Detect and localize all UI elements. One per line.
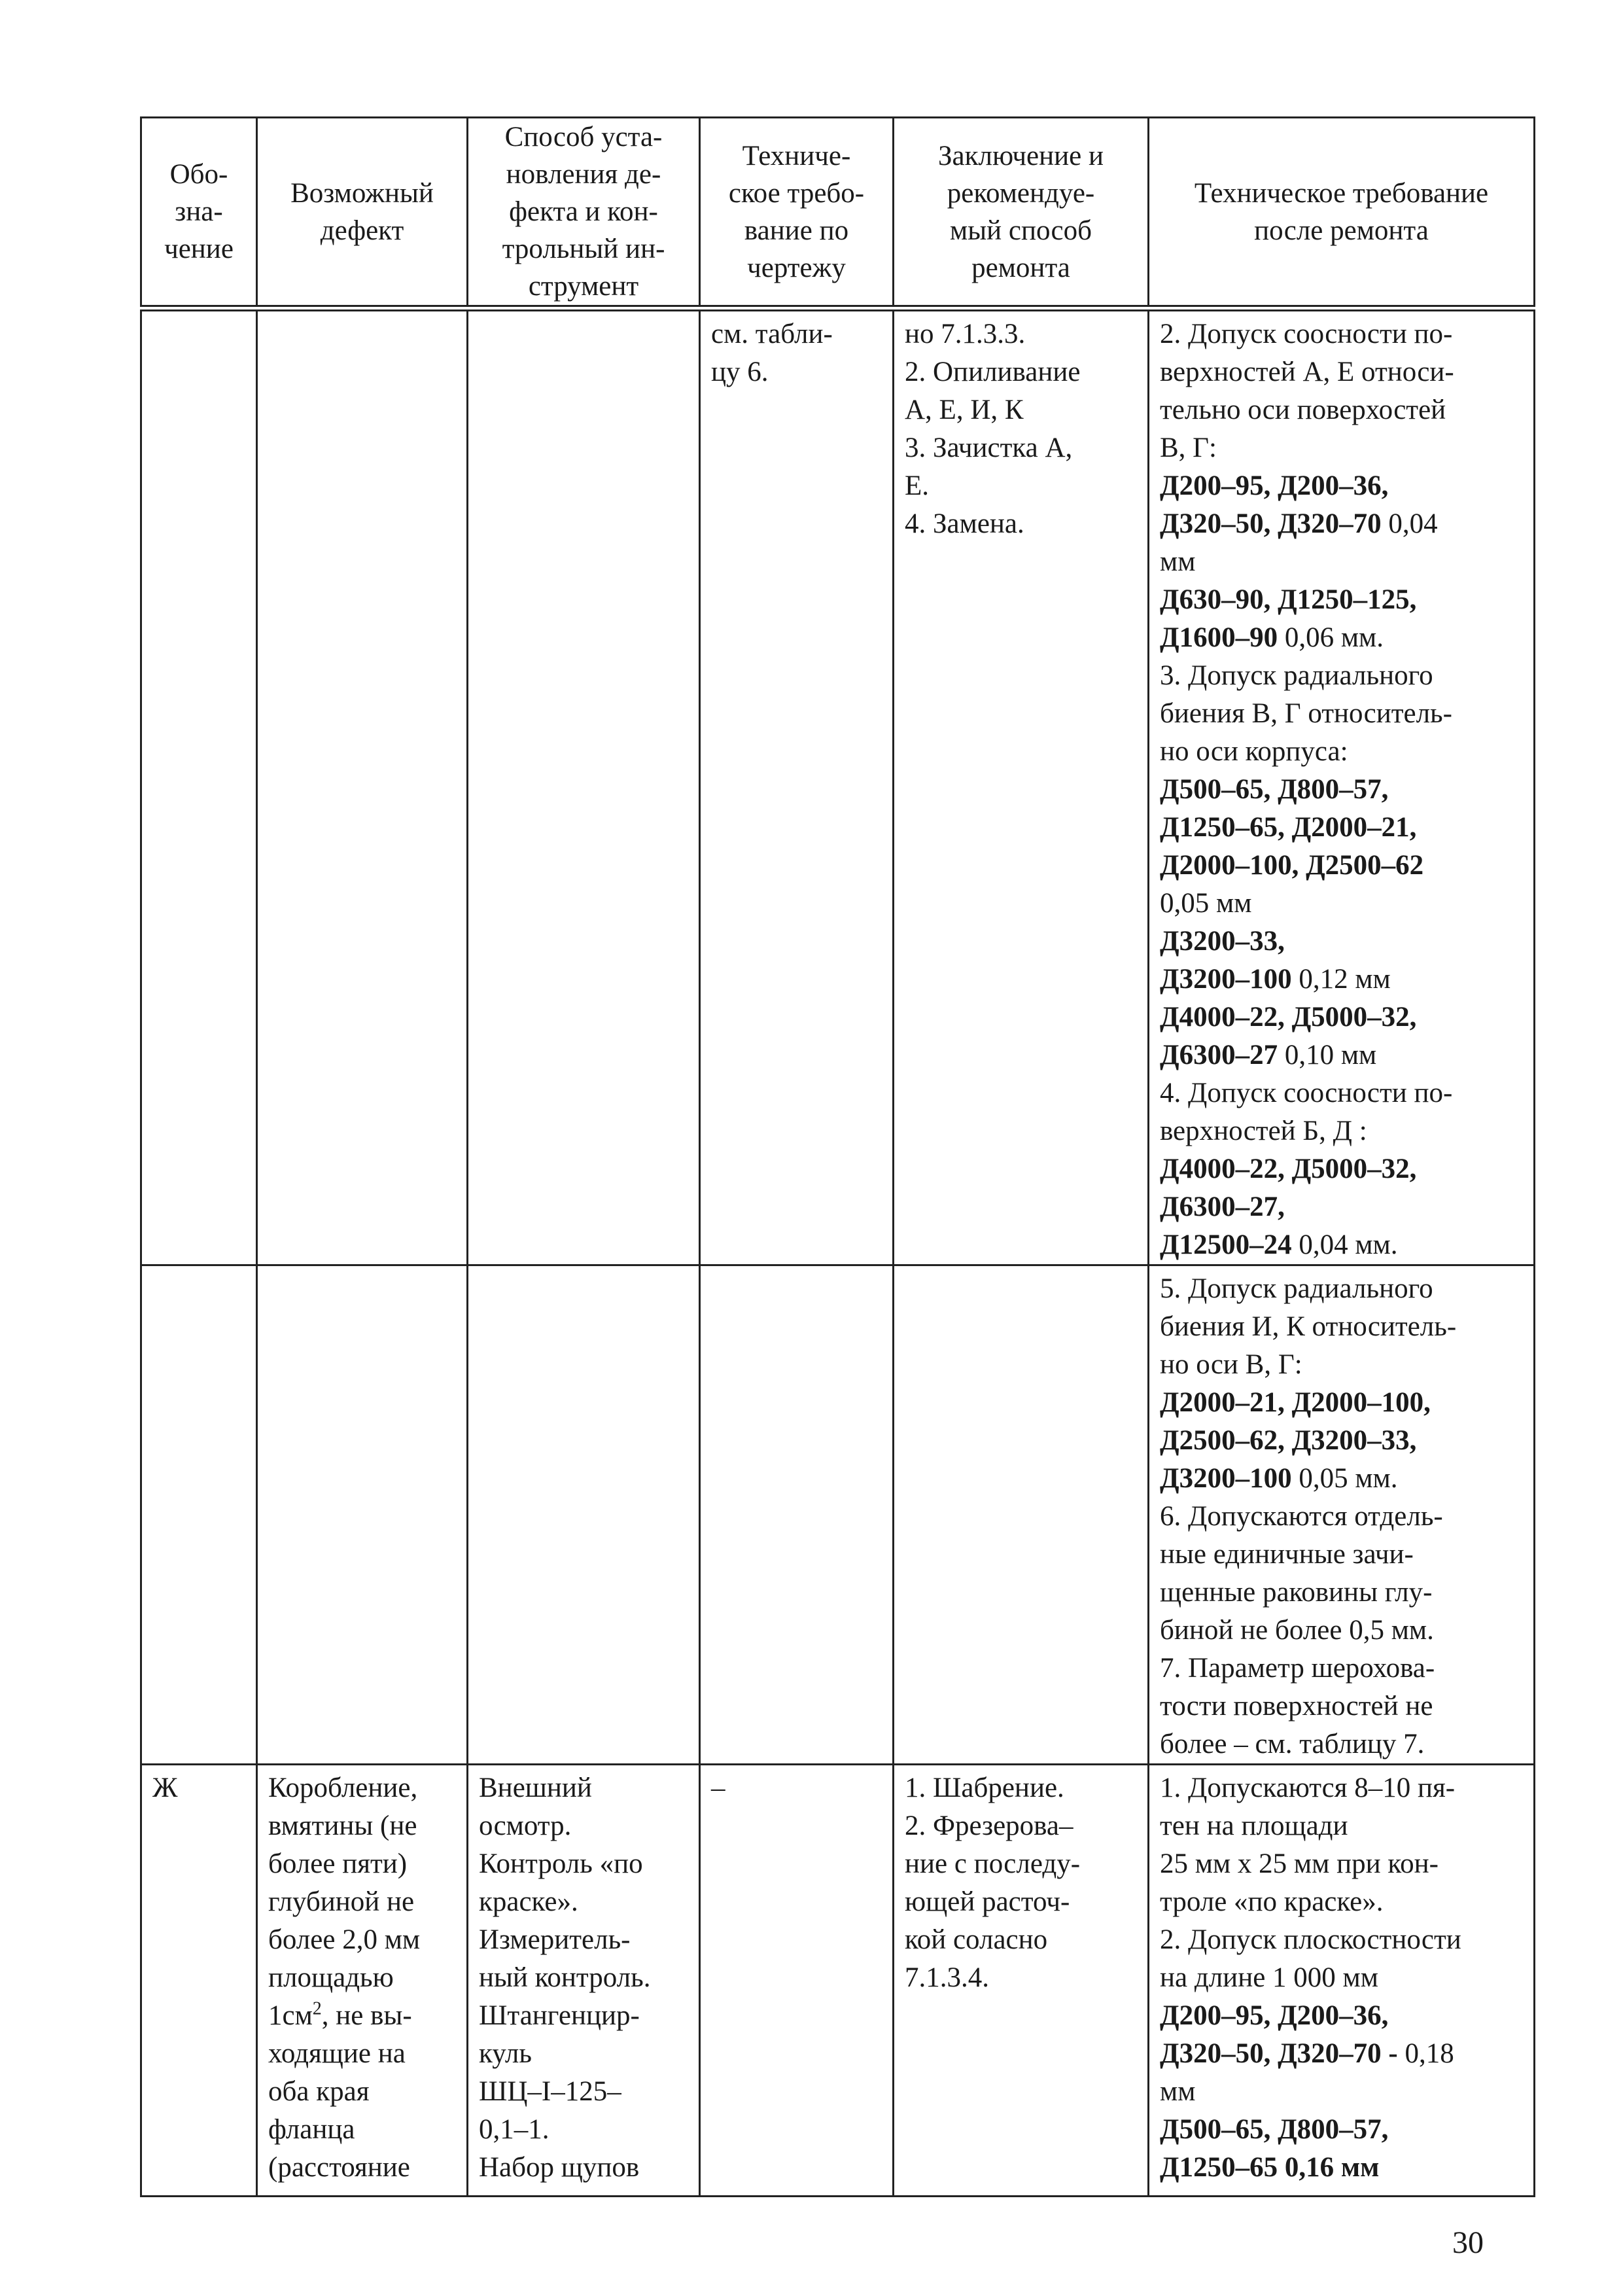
cell-repair: [894, 308, 1149, 1265]
cell-text-line: Заключение и: [937, 140, 1104, 171]
cell-text-line: осмотр.: [479, 1810, 572, 1841]
cell-method: [468, 1765, 700, 2197]
header-requirement-after-repair: [1149, 118, 1535, 309]
cell-text-line: зна-: [175, 196, 223, 227]
page-number: 30: [1452, 2225, 1484, 2260]
cell-text-line: 3. Зачистка А,: [905, 433, 1073, 463]
cell-text-line: Способ уста-: [504, 122, 663, 152]
cell-defect: [257, 1265, 468, 1765]
table-header-row: [141, 118, 1535, 309]
table-row: [141, 1765, 1535, 2197]
cell-text-line: 7.1.3.4.: [905, 1962, 989, 1993]
cell-method: [468, 308, 700, 1265]
cell-requirement-after-repair: 2. Допуск соосности по- верхностей А, Е относи- тельно оси поверхостей В, Г: Д200–95, Д200–36, Д320–50, Д320–70 0,04 мм Д630–90, Д1250–125, Д1600–90 0,06 мм. 3. Допуск радиального биения В, Г относитель- но оси корпуса: Д500–65, Д800–57, Д1250–65, Д2000–21, Д2000–100, Д2500–62 0,05 мм Д3200–33, Д3200–100 0,12 мм Д4000–22, Д5000–32, Д6300–27 0,10 мм 4. Допуск соосности по- верхностей Б, Д : Д4000–22, Д5000–32, Д6300–27, Д12500–24 0,04 мм.: [1149, 308, 1535, 1265]
cell-text-line: ющей расточ-: [905, 1886, 1070, 1917]
cell-text-line: ние с последу-: [905, 1848, 1081, 1879]
cell-text-line: после ремонта: [1254, 215, 1429, 246]
cell-text-line: струмент: [528, 271, 639, 302]
cell-text-line: Набор щупов: [479, 2152, 640, 2183]
table-row: [141, 1265, 1535, 1765]
cell-text-line: Обо-: [169, 159, 228, 190]
header-possible-defect: [257, 118, 468, 309]
cell-drawing-requirement: –: [700, 1765, 894, 2197]
cell-text-line: Е.: [905, 470, 930, 501]
cell-drawing-requirement: [700, 1265, 894, 1765]
cell-method: [468, 1265, 700, 1765]
cell-text-line: Контроль «по: [479, 1848, 643, 1879]
cell-designation: Ж: [141, 1765, 257, 2197]
cell-text-line: краске».: [479, 1886, 578, 1917]
cell-repair: [894, 1265, 1149, 1765]
cell-text-line: кой соласно: [905, 1924, 1048, 1955]
cell-text-line: А, Е, И, К: [905, 395, 1024, 425]
cell-text-line: ское требо-: [728, 177, 865, 209]
cell-text-line: фекта и кон-: [509, 196, 658, 227]
defect-table: [140, 116, 1535, 2197]
cell-defect: Коробление, вмятины (не более пяти) глубиной не более 2,0 мм площадью $1см^2$, не вы- ходящие на оба края фланца (расстояние: [257, 1765, 468, 2197]
cell-text-line: см. табли-: [711, 319, 833, 349]
cell-text-line: мый способ: [950, 215, 1092, 246]
cell-text-line: 4. Замена.: [905, 508, 1024, 539]
header-conclusion-repair: [894, 118, 1149, 309]
cell-text-line: Техниче-: [742, 140, 851, 171]
cell-text-line: вание по: [744, 215, 849, 246]
cell-text-line: Измеритель-: [479, 1924, 631, 1955]
defect-table-page: [140, 116, 1533, 2197]
cell-text-line: Внешний: [479, 1773, 592, 1803]
header-detection-method: [468, 118, 700, 309]
cell-requirement-after-repair: 5. Допуск радиального биения И, К относитель- но оси В, Г: Д2000–21, Д2000–100, Д2500–62, Д3200–33, Д3200–100 0,05 мм. 6. Допускаются отдель- ные единичные зачи- щенные раковины глу- биной не более 0,5 мм. 7. Параметр шерохова- тости поверхностей не более – см. таблицу 7.: [1149, 1265, 1535, 1765]
cell-text-line: цу 6.: [711, 357, 769, 387]
cell-designation: [141, 308, 257, 1265]
cell-text-line: 0,1–1.: [479, 2114, 550, 2145]
cell-text-line: новления де-: [506, 159, 661, 190]
cell-text-line: трольный ин-: [502, 234, 665, 264]
cell-text-line: 1. Шабрение.: [905, 1773, 1064, 1803]
cell-text-line: Штангенцир-: [479, 2000, 640, 2031]
cell-text-line: ремонта: [971, 252, 1070, 283]
cell-text-line: ный контроль.: [479, 1962, 651, 1993]
cell-text-line: чертежу: [747, 252, 846, 283]
cell-repair: [894, 1765, 1149, 2197]
cell-drawing-requirement: [700, 308, 894, 1265]
cell-designation: [141, 1265, 257, 1765]
cell-text-line: куль: [479, 2038, 532, 2069]
cell-text-line: 2. Опиливание: [905, 357, 1081, 387]
header-drawing-requirement: [700, 118, 894, 309]
cell-defect: [257, 308, 468, 1265]
cell-text-line: дефект: [320, 215, 404, 246]
cell-text-line: но 7.1.3.3.: [905, 319, 1026, 349]
cell-requirement-after-repair: 1. Допускаются 8–10 пя- тен на площади 25 мм х 25 мм при кон- троле «по краске». 2. Допуск плоскостности на длине 1 000 мм Д200–95, Д200–36, Д320–50, Д320–70 - 0,18 мм Д500–65, Д800–57, Д1250–65 0,16 мм: [1149, 1765, 1535, 2197]
table-row: [141, 308, 1535, 1265]
header-designation: [141, 118, 257, 309]
cell-text-line: рекомендуе-: [947, 177, 1095, 209]
cell-text-line: Возможный: [290, 177, 434, 209]
cell-text-line: чение: [164, 234, 234, 264]
cell-text-line: Техническое требование: [1194, 177, 1489, 209]
cell-text-line: ШЦ–I–125–: [479, 2076, 621, 2107]
cell-text-line: 2. Фрезерова–: [905, 1810, 1073, 1841]
